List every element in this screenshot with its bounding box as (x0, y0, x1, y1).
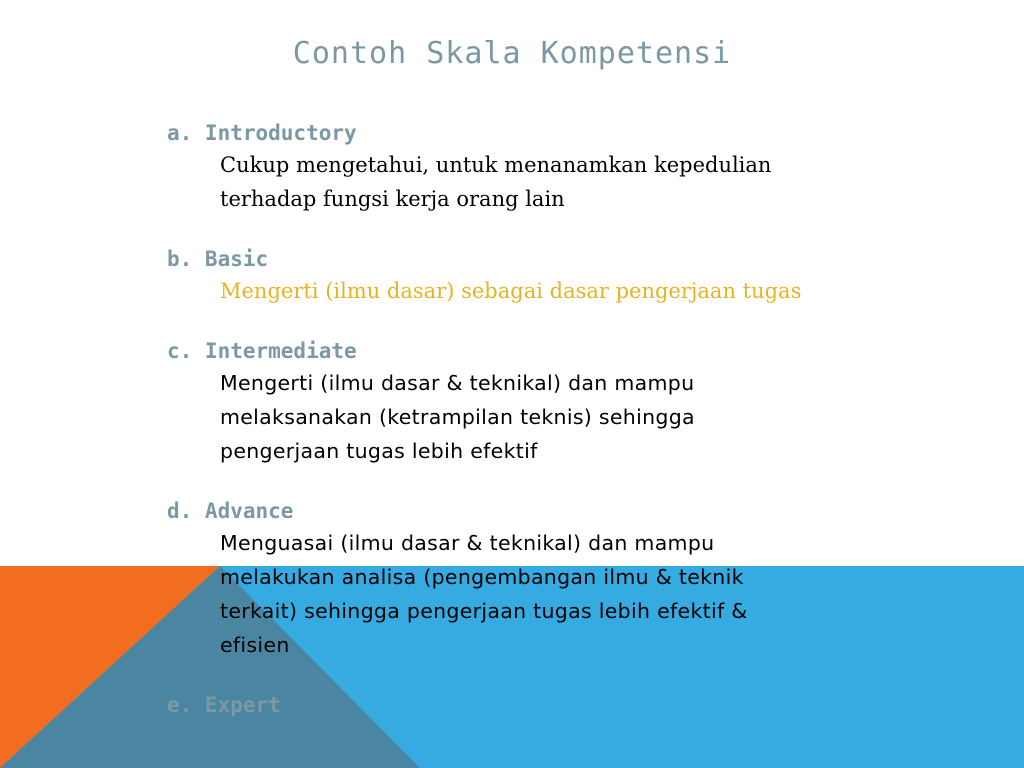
description-line: Cukup mengetahui, untuk menanamkan kepedulian (220, 153, 772, 177)
level-heading-basic: b. Basic (167, 247, 269, 271)
description-line: melaksanakan (ketrampilan teknis) sehingga (220, 405, 695, 429)
description-line: melakukan analisa (pengembangan ilmu & teknik (220, 565, 744, 589)
level-heading-advance: d. Advance (167, 499, 294, 523)
level-description-basic (220, 274, 907, 308)
level-heading-introductory: a. Introductory (167, 121, 357, 145)
description-line: Mengerti (ilmu dasar & teknikal) dan mampu (220, 371, 695, 395)
description-line: Mengerti (ilmu dasar) sebagai dasar pengerjaan tugas (220, 279, 802, 303)
level-heading-intermediate: c. Intermediate (167, 339, 357, 363)
level-description-intermediate (220, 366, 907, 468)
description-line: terkait) sehingga pengerjaan tugas lebih efektif & (220, 599, 748, 623)
description-line: Menguasai (ilmu dasar & teknikal) dan mampu (220, 531, 715, 555)
level-description-introductory (220, 148, 907, 216)
description-line: pengerjaan tugas lebih efektif (220, 439, 538, 463)
level-heading-expert: e. Expert (167, 693, 281, 717)
description-line: efisien (220, 633, 290, 657)
competency-scale-list (167, 118, 907, 720)
level-description-advance (220, 526, 907, 662)
slide-title: Contoh Skala Kompetensi (292, 36, 732, 71)
description-line: terhadap fungsi kerja orang lain (220, 187, 565, 211)
